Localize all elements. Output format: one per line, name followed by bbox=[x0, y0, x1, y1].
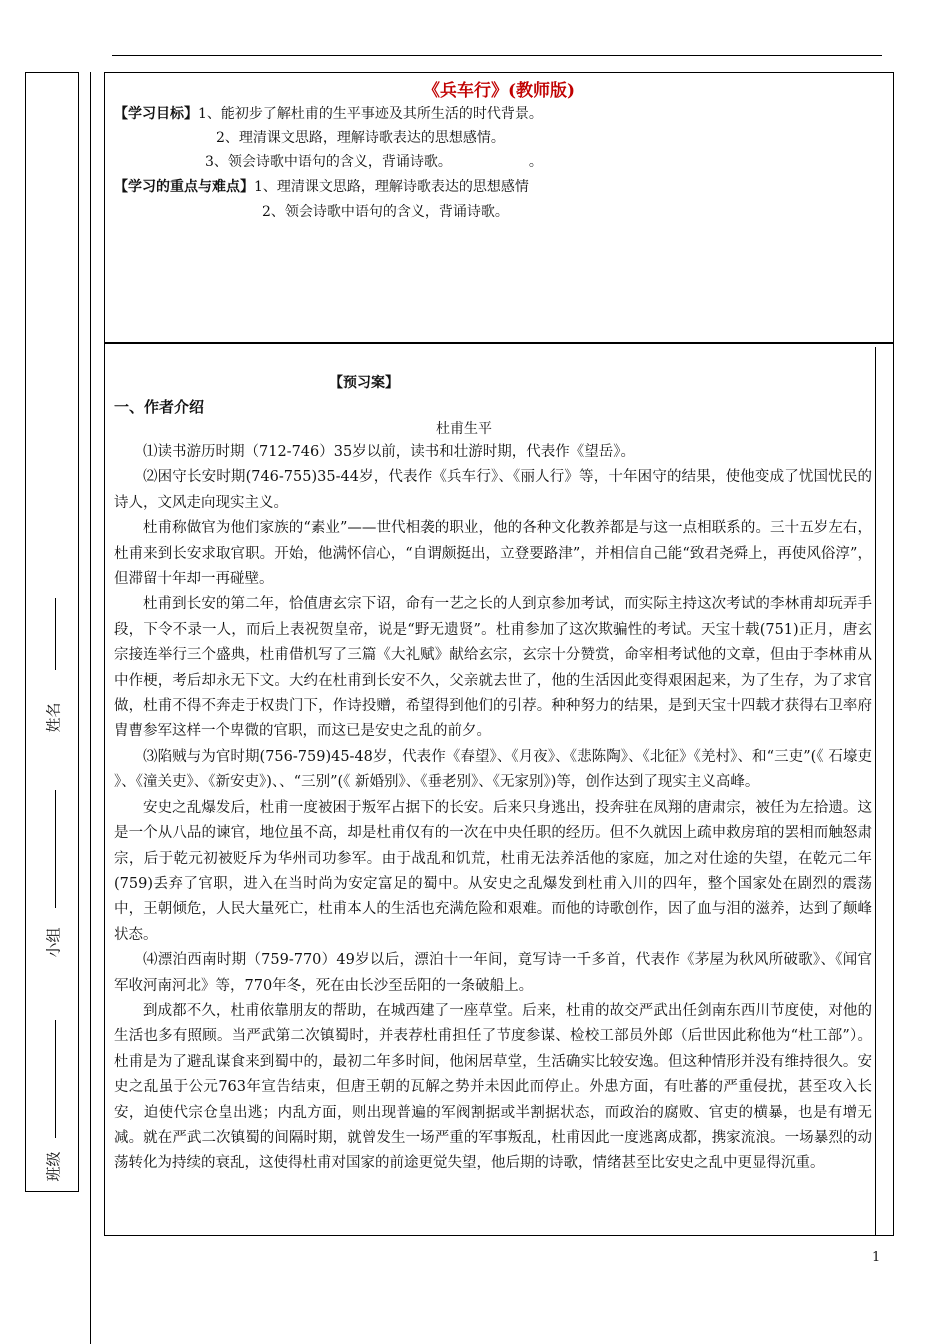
section-subtitle: 杜甫生平 bbox=[436, 421, 492, 437]
keypoint-line-2 bbox=[262, 201, 509, 221]
name-blank-line bbox=[55, 598, 56, 670]
paragraph: 杜甫到长安的第二年，恰值唐玄宗下诏，命有一艺之长的人到京参加考试，而实际主持这次考试的李林甫却玩弄手段，下令不录一人，而后上表祝贺皇帝，说是“野无遗贤”。杜甫参加了这次欺骗性的考试。天宝十载(751)正月，唐玄宗接连举行三个盛典，杜甫借机写了三篇《大礼赋》献给玄宗，玄宗十分赞赏，命宰相考试他的文章，但由于李林甫从中作梗，考后却永无下文。大约在杜甫到长安不久，父亲就去世了，他的生活因此变得艰困起来，为了生存，为了求官做，杜甫不得不奔走于权贵门下，作诗投赠，希望得到他们的引荐。种种努力的结果，是到天宝十四载才获得右卫率府胄曹参军这样一个卑微的官职，而这已是安史之乱的前夕。 bbox=[114, 596, 872, 740]
binding-line bbox=[90, 72, 91, 1344]
class-label: 班级 bbox=[44, 1151, 63, 1182]
keypoint-item: 1、理清课文思路，理解诗歌表达的思想感情 bbox=[254, 179, 529, 195]
keypoint-line-1 bbox=[114, 176, 529, 196]
binding-margin-box bbox=[25, 72, 79, 1192]
preview-heading: 【预习案】 bbox=[329, 375, 399, 391]
paragraph: 到成都不久，杜甫依靠朋友的帮助，在城西建了一座草堂。后来，杜甫的故交严武出任剑南东西川节度使，对他的生活也多有照顾。当严武第二次镇蜀时，并表荐杜甫担任了节度参谋、检校工部员外郎（后世因此称他为“杜工部”）。杜甫是为了避乱谋食来到蜀中的，最初二年多时间，他闲居草堂，生活确实比较安逸。但这种情形并没有维持很久。安史之乱虽于公元763年宣告结束，但唐王朝的瓦解之势并未因此而停止。外患方面，有吐蕃的严重侵扰，甚至攻入长安，迫使代宗仓皇出逃；内乱方面，则出现普遍的军阀割据或半割据状态，而政治的腐败、官吏的横暴，也是有增无减。就在严武二次镇蜀的间隔时期，就曾发生一场严重的军事叛乱，杜甫因此一度逃离成都，携家流浪。一场暴烈的动荡转化为持续的衰乱，这使得杜甫对国家的前途更觉失望，他后期的诗歌，情绪甚至比安史之乱中更显得沉重。 bbox=[114, 1002, 872, 1172]
page-title: 《兵车行》(教师版) bbox=[422, 81, 576, 101]
page-number: 1 bbox=[872, 1250, 881, 1265]
keypoint-item: 2、领会诗歌中语句的含义，背诵诗歌。 bbox=[262, 204, 509, 220]
keypoints-label: 【学习的重点与难点】 bbox=[114, 179, 254, 195]
paragraph: 安史之乱爆发后，杜甫一度被困于叛军占据下的长安。后来只身逃出，投奔驻在凤翔的唐肃宗，被任为左拾遗。这是一个从八品的谏官，地位虽不高，却是杜甫仅有的一次在中央任职的经历。但不久就因上疏申救房琯的罢相而触怒肃宗，后于乾元初被贬斥为华州司功参军。由于战乱和饥荒，杜甫无法养活他的家庭，加之对仕途的失望，在乾元二年(759)丢弃了官职，进入在当时尚为安定富足的蜀中。从安史之乱爆发到杜甫入川的四年，整个国家处在剧烈的震荡中，王朝倾危，人民大量死亡，杜甫本人的生活也充满危险和艰难。而他的诗歌创作，因了血与泪的滋养，达到了颠峰状态。 bbox=[114, 799, 872, 943]
objectives-label: 【学习目标】 bbox=[114, 106, 198, 122]
paragraph: ⑷漂泊西南时期（759-770）49岁以后，漂泊十一年间，竟写诗一千多首，代表作《茅屋为秋风所破歌》、《闻官军收河南河北》等，770年冬，死在由长沙至岳阳的一条破船上。 bbox=[114, 952, 872, 994]
objective-line-2 bbox=[216, 127, 505, 147]
paragraph: ⑴读书游历时期（712-746）35岁以前，读书和壮游时期，代表作《望岳》。 bbox=[143, 444, 635, 460]
header-rule bbox=[112, 55, 882, 56]
objective-item: 3、领会诗歌中语句的含义，背诵诗歌。 bbox=[205, 154, 445, 170]
paragraph: ⑵困守长安时期(746-755)35-44岁，代表作《兵车行》、《丽人行》等，十年困守的结果，使他变成了忧国忧民的诗人，文风走向现实主义。 bbox=[114, 469, 872, 511]
objective-line-3 bbox=[205, 151, 543, 171]
objective-item: 1、能初步了解杜甫的生平事迹及其所生活的时代背景。 bbox=[198, 106, 543, 122]
paragraph: 杜甫称做官为他们家族的“素业”——世代相袭的职业，他的各种文化教养都是与这一点相联系的。三十五岁左右，杜甫来到长安求取官职。开始，他满怀信心，“自谓颇挺出，立登要路津”，并相信自己能“致君尧舜上，再使风俗淳”，但滞留十年却一再碰壁。 bbox=[114, 520, 872, 588]
group-blank-line bbox=[55, 790, 56, 908]
name-label: 姓名 bbox=[44, 702, 63, 733]
objective-item: 2、理清课文思路，理解诗歌表达的思想感情。 bbox=[216, 130, 505, 146]
paragraph: ⑶陷贼与为官时期(756-759)45-48岁，代表作《春望》、《月夜》、《悲陈陶》、《北征》《羌村》、和“三吏”(《 石壕吏 》、《潼关吏》、《新安吏》)、、“三别”(《 新婚别》、《垂老别》、《无家别》)等，创作达到了现实主义高峰。 bbox=[114, 748, 872, 791]
section-title: 一、作者介绍 bbox=[114, 398, 205, 416]
biography-text bbox=[114, 440, 872, 1177]
objective-line-1 bbox=[114, 103, 543, 123]
preview-box-inner-line bbox=[875, 347, 876, 1236]
objective-stray-mark: 。 bbox=[528, 154, 543, 170]
group-label: 小组 bbox=[44, 927, 63, 958]
class-blank-line bbox=[55, 1020, 56, 1138]
